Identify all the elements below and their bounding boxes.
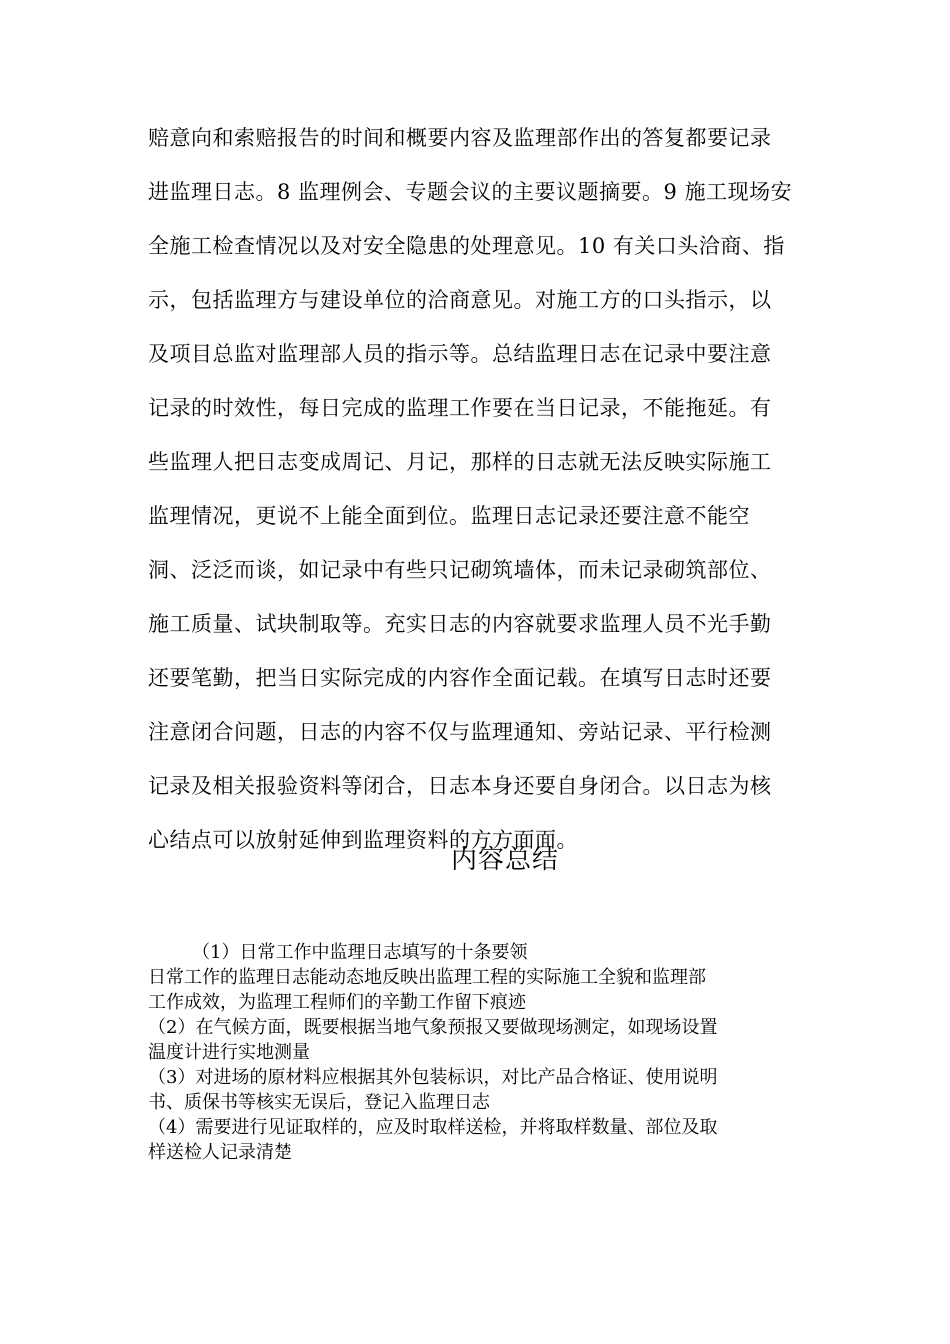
body-line: 洞、泛泛而谈，如记录中有些只记砌筑墙体，而未记录砌筑部位、	[148, 558, 772, 582]
summary-line: （2）在气候方面，既要根据当地气象预报又要做现场测定，如现场设置	[148, 1017, 718, 1038]
summary-line: （4）需要进行见证取样的，应及时取样送检，并将取样数量、部位及取	[148, 1117, 718, 1138]
body-paragraph	[148, 118, 808, 874]
summary-line: （3）对进场的原材料应根据其外包装标识，对比产品合格证、使用说明	[148, 1067, 718, 1088]
summary-heading: 内容总结	[450, 845, 559, 875]
body-line: 赔意向和索赔报告的时间和概要内容及监理部作出的答复都要记录	[148, 126, 772, 150]
body-line: 监理情况，更说不上能全面到位。监理日志记录还要注意不能空	[148, 504, 750, 528]
body-line: 注意闭合问题，日志的内容不仅与监理通知、旁站记录、平行检测	[148, 720, 772, 744]
body-line: 示，包括监理方与建设单位的洽商意见。对施工方的口头指示，以	[148, 288, 772, 312]
summary-line: 日常工作的监理日志能动态地反映出监理工程的实际施工全貌和监理部	[148, 967, 706, 988]
body-line: 施工质量、试块制取等。充实日志的内容就要求监理人员不光手勤	[148, 612, 772, 636]
body-line: 心结点可以放射延伸到监理资料的方方面面。	[148, 828, 578, 852]
summary-line: 工作成效，为监理工程师们的辛勤工作留下痕迹	[148, 992, 526, 1013]
body-line: 记录及相关报验资料等闭合，日志本身还要自身闭合。以日志为核	[148, 774, 772, 798]
summary-line: 温度计进行实地测量	[148, 1042, 310, 1063]
body-line: 及项目总监对监理部人员的指示等。总结监理日志在记录中要注意	[148, 342, 772, 366]
body-line: 进监理日志。8 监理例会、专题会议的主要议题摘要。9 施工现场安	[148, 180, 793, 204]
summary-item-heading: （1）日常工作中监理日志填写的十条要领	[192, 942, 528, 963]
body-line: 还要笔勤，把当日实际完成的内容作全面记载。在填写日志时还要	[148, 666, 772, 690]
body-line: 记录的时效性，每日完成的监理工作要在当日记录，不能拖延。有	[148, 396, 772, 420]
summary-line: 书、质保书等核实无误后，登记入监理日志	[148, 1092, 490, 1113]
body-line: 全施工检查情况以及对安全隐患的处理意见。10 有关口头洽商、指	[148, 234, 785, 258]
body-line: 些监理人把日志变成周记、月记，那样的日志就无法反映实际施工	[148, 450, 772, 474]
summary-line: 样送检人记录清楚	[148, 1142, 292, 1163]
summary-list	[148, 940, 808, 1165]
